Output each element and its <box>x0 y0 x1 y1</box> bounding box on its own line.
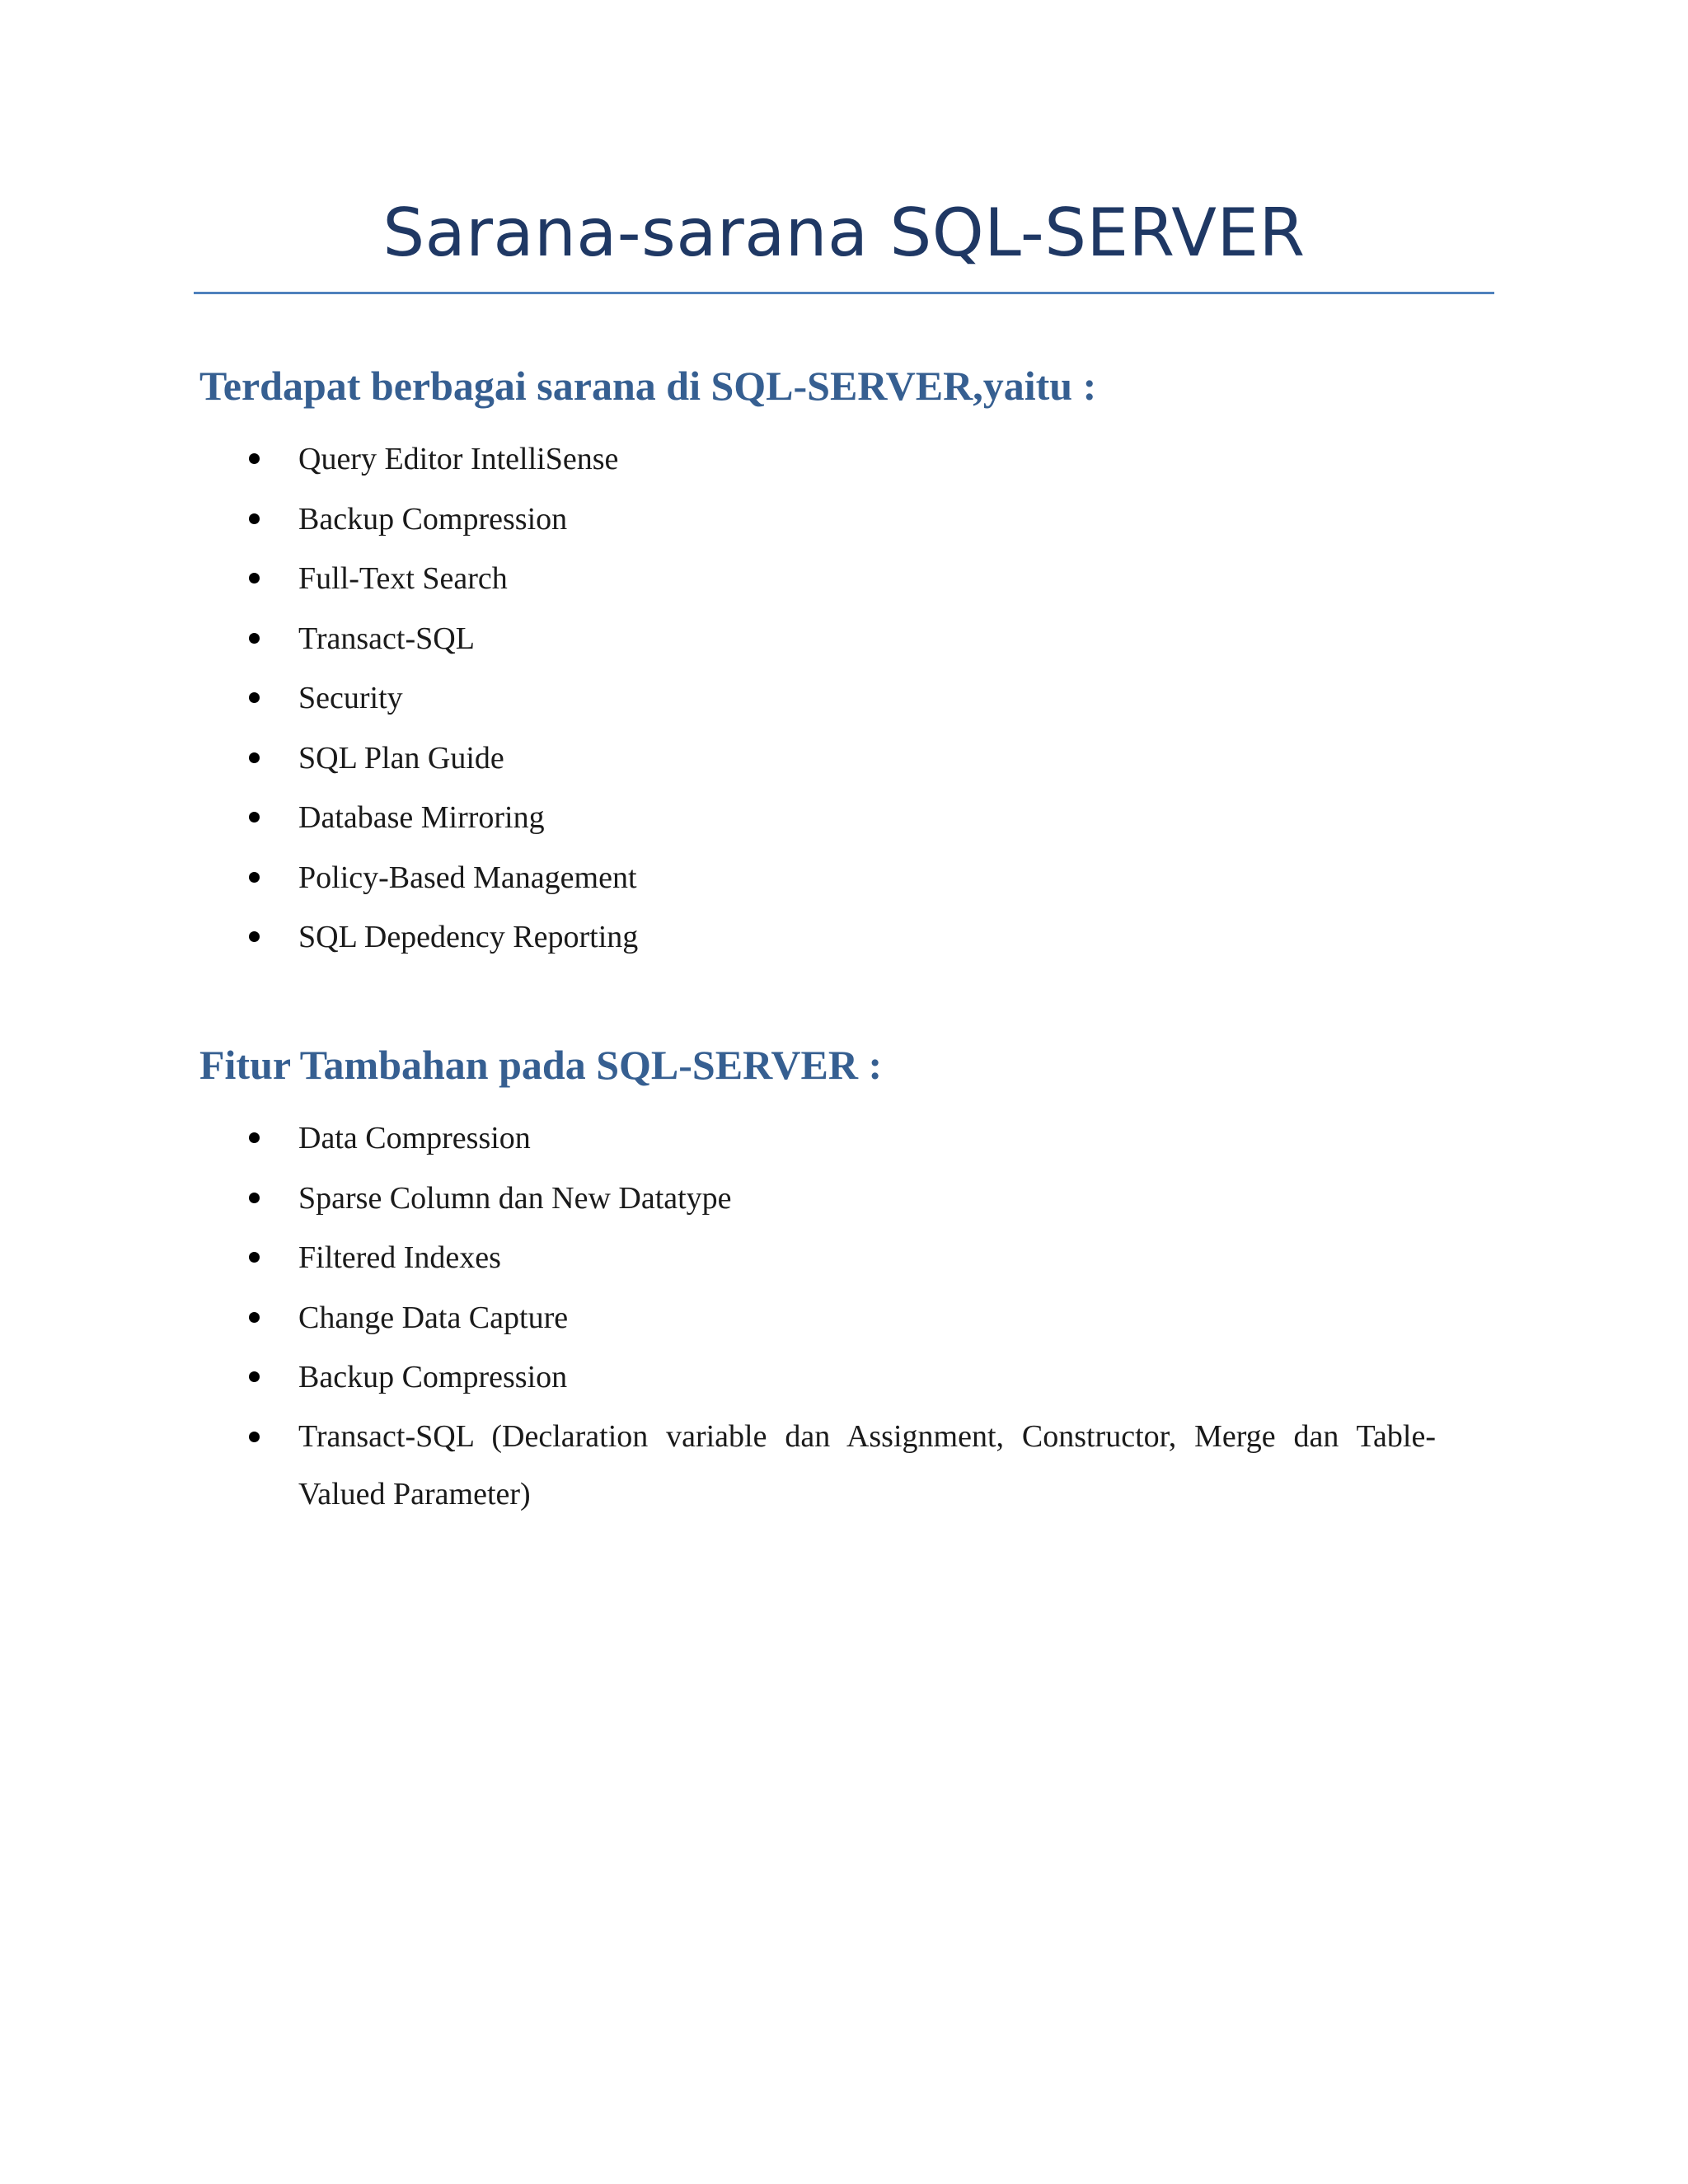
list-item <box>0 1228 1436 1288</box>
bullet-icon <box>249 1132 260 1143</box>
list-item <box>0 429 1436 490</box>
list-item <box>0 490 1436 550</box>
bullet-icon <box>249 1193 260 1203</box>
list-item-text: Database Mirroring <box>298 800 545 835</box>
bullet-icon <box>249 513 260 524</box>
bullet-icon <box>249 752 260 763</box>
section-heading-fitur: Fitur Tambahan pada SQL-SERVER : <box>199 1042 883 1088</box>
list-item-text: Query Editor IntelliSense <box>298 442 619 476</box>
list-item-text: Change Data Capture <box>298 1300 569 1335</box>
list-item-text: Transact-SQL <box>298 621 475 656</box>
list-item <box>0 668 1436 729</box>
list-item <box>0 1408 1436 1523</box>
bullet-icon <box>249 573 260 583</box>
title-underline <box>194 292 1494 294</box>
list-item-text: Data Compression <box>298 1121 531 1155</box>
bullet-icon <box>249 1432 260 1442</box>
list-item <box>0 609 1436 669</box>
sarana-list <box>0 429 1436 968</box>
page-title: Sarana-sarana SQL-SERVER <box>382 194 1306 271</box>
bullet-icon <box>249 931 260 942</box>
bullet-icon <box>249 633 260 644</box>
list-item-text: Policy-Based Management <box>298 860 637 895</box>
bullet-icon <box>249 453 260 464</box>
list-item-text: Transact-SQL (Declaration variable dan Assignment, Constructor, Merge dan Table-Valued Parameter) <box>298 1418 1436 1511</box>
list-item <box>0 1108 1436 1169</box>
list-item <box>0 729 1436 789</box>
list-item-text: Full-Text Search <box>298 561 508 596</box>
list-item <box>0 848 1436 908</box>
bullet-icon <box>249 1371 260 1382</box>
list-item <box>0 907 1436 968</box>
list-item-text: Security <box>298 681 403 715</box>
list-item <box>0 1288 1436 1348</box>
bullet-icon <box>249 692 260 703</box>
list-item-text: SQL Depedency Reporting <box>298 920 639 954</box>
list-item-text: Backup Compression <box>298 1360 568 1394</box>
section-heading-sarana: Terdapat berbagai sarana di SQL-SERVER,yaitu : <box>199 363 1097 409</box>
list-item-text: Filtered Indexes <box>298 1240 501 1275</box>
bullet-icon <box>249 872 260 883</box>
list-item-text: SQL Plan Guide <box>298 740 504 776</box>
fitur-list <box>0 1108 1436 1523</box>
list-item <box>0 788 1436 848</box>
list-item-text: Backup Compression <box>298 501 568 537</box>
list-item <box>0 1169 1436 1229</box>
list-item-text: Sparse Column dan New Datatype <box>298 1180 732 1216</box>
list-item <box>0 549 1436 609</box>
list-item <box>0 1347 1436 1408</box>
bullet-icon <box>249 1252 260 1263</box>
bullet-icon <box>249 812 260 823</box>
bullet-icon <box>249 1312 260 1323</box>
